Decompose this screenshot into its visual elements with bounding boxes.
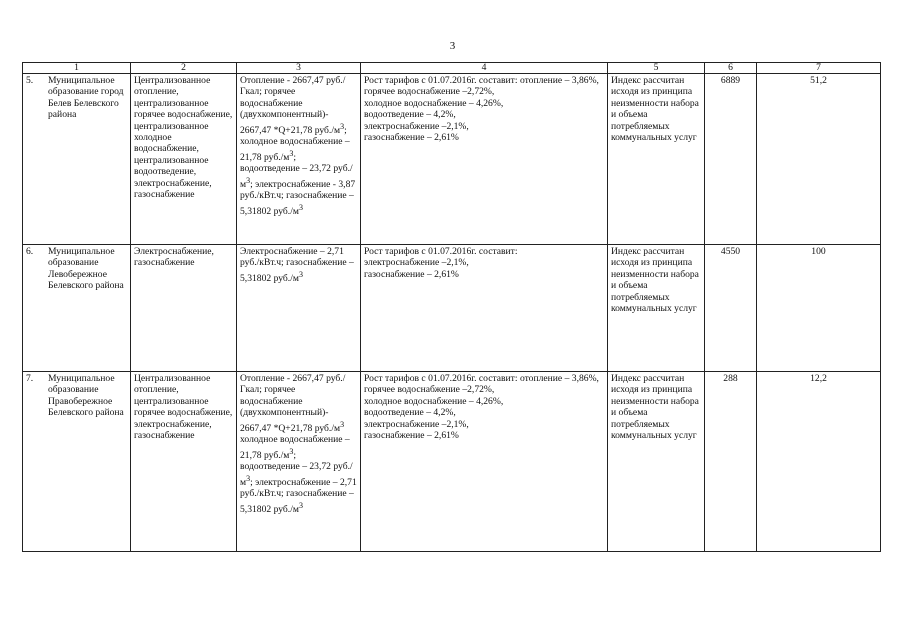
col7-value: 12,2 <box>757 372 881 552</box>
index-cell: Индекс рассчитан исходя из принципа неизменности набора и объема потребляемых коммунальных услуг <box>608 74 705 245</box>
index-cell: Индекс рассчитан исходя из принципа неизменности набора и объема потребляемых коммунальных услуг <box>608 245 705 372</box>
row-number: 6. <box>26 246 34 257</box>
row-number: 7. <box>26 373 34 384</box>
tariffs-cell: Отопление - 2667,47 руб./Гкал; горячее водоснабжение (двухкомпонентный)- 2667,47 *Q+21,78 $руб./м^3$; холодное водоснабжение – 21,78 $руб./м^3$; водоотведение – 23,72 $руб./м^3$; электроснабжение - 3,87 руб./кВт.ч; газоснабжение – 5,31802 $руб./м^3$ <box>237 74 361 245</box>
services-cell: Электроснабжение, газоснабжение <box>131 245 237 372</box>
index-cell: Индекс рассчитан исходя из принципа неизменности набора и объема потребляемых коммунальных услуг <box>608 372 705 552</box>
page-number: 3 <box>449 40 456 52</box>
growth-cell: Рост тарифов с 01.07.2016г. составит: отопление – 3,86%, горячее водоснабжение –2,72%, холодное водоснабжение – 4,26%, водоотведение – 4,2%, электроснабжение –2,1%, газоснабжение – 2,61% <box>361 74 608 245</box>
header-col-4: 4 <box>361 63 608 74</box>
municipality-cell <box>23 245 131 372</box>
municipality-name: Муниципальное образование город Белев Белевского района <box>48 75 124 121</box>
col7-value: 100 <box>757 245 881 372</box>
table-row <box>23 245 881 372</box>
municipality-name: Муниципальное образование Правобережное Белевского района <box>48 373 124 419</box>
col6-value: 6889 <box>705 74 757 245</box>
municipality-cell <box>23 372 131 552</box>
tariffs-cell: Отопление - 2667,47 руб./Гкал; горячее водоснабжение (двухкомпонентный)- 2667,47 *Q+21,78 $руб./м^3$ холодное водоснабжение – 21,78 $руб./м^3$; водоотведение – 23,72 $руб./м^3$; электроснабжение – 2,71 руб./кВт.ч; газоснабжение – 5,31802 $руб./м^3$ <box>237 372 361 552</box>
tariffs-cell: Электроснабжение – 2,71 руб./кВт.ч; газоснабжение – 5,31802 $руб./м^3$ <box>237 245 361 372</box>
col6-value: 4550 <box>705 245 757 372</box>
header-col-3: 3 <box>237 63 361 74</box>
header-col-6: 6 <box>705 63 757 74</box>
col7-value: 51,2 <box>757 74 881 245</box>
growth-cell: Рост тарифов с 01.07.2016г. составит: отопление – 3,86%, горячее водоснабжение –2,72%, холодное водоснабжение – 4,26%, водоотведение – 4,2%, электроснабжение –2,1%, газоснабжение – 2,61% <box>361 372 608 552</box>
municipality-cell <box>23 74 131 245</box>
header-col-7: 7 <box>757 63 881 74</box>
municipality-name: Муниципальное образование Левобережное Белевского района <box>48 246 124 292</box>
col6-value: 288 <box>705 372 757 552</box>
services-cell: Централизованное отопление, централизованное горячее водоснабжение, электроснабжение, газоснабжение <box>131 372 237 552</box>
table-row <box>23 372 881 552</box>
header-row <box>23 63 881 74</box>
row-number: 5. <box>26 75 34 86</box>
growth-cell: Рост тарифов с 01.07.2016г. составит: электроснабжение –2,1%, газоснабжение – 2,61% <box>361 245 608 372</box>
tariff-table <box>22 62 881 552</box>
header-col-2: 2 <box>131 63 237 74</box>
table-row <box>23 74 881 245</box>
header-col-1: 1 <box>23 63 131 74</box>
header-col-5: 5 <box>608 63 705 74</box>
services-cell: Централизованное отопление, централизованное горячее водоснабжение, централизованное холодное водоснабжение, централизованное водоотведение, электроснабжение, газоснабжение <box>131 74 237 245</box>
